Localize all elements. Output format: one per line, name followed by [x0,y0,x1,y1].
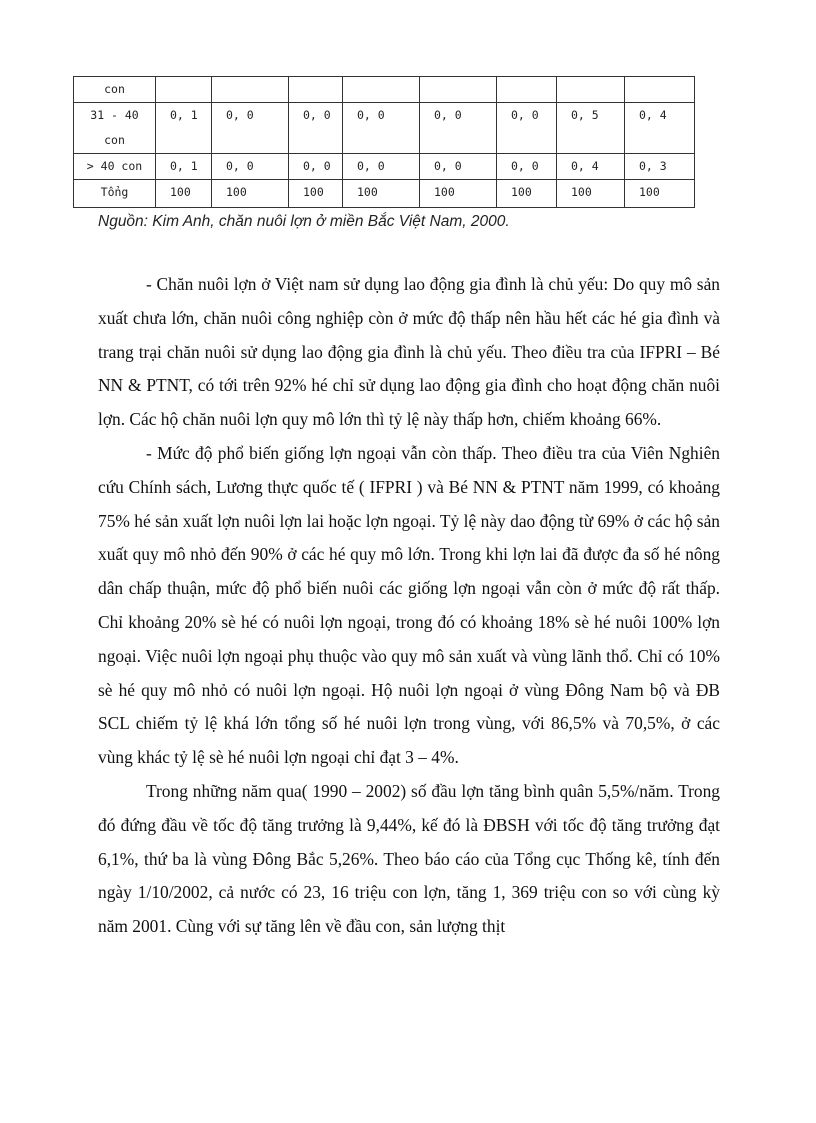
table-cell: 0, 0 [497,154,557,180]
paragraph: Trong những năm qua( 1990 – 2002) số đầu lợn tăng bình quân 5,5%/năm. Trong đó đứng đầu về tốc độ tăng trưởng là 9,44%, kế đó là ĐBSH với tốc độ tăng trưởng đạt 6,1%, thứ ba là vùng Đông Bắc 5,26%. Theo báo cáo của Tổng cục Thống kê, tính đến ngày 1/10/2002, cả nước có 23, 16 triệu con lợn, tăng 1, 369 triệu con so với cùng kỳ năm 2001. Cùng với sự tăng lên về đầu con, sản lượng thịt [98,780,720,937]
table-cell: 100 [497,180,557,208]
paragraph: - Mức độ phổ biến giống lợn ngoại vẫn còn thấp. Theo điều tra của Viên Nghiên cứu Chính sách, Lương thực quốc tế ( IFPRI ) và Bé NN & PTNT năm 1999, có khoảng 75% hé sản xuất lợn nuôi lợn lai hoặc lợn ngoại. Tỷ lệ này dao động từ 69% ở các hộ sản xuất quy mô nhỏ đến 90% ở các hé quy mô lớn. Trong khi lợn lai đã được đa số hé nông dân chấp thuận, mức độ phổ biến nuôi các giống lợn ngoại vẫn còn ở mức độ rất thấp. Chỉ khoảng 20% sè hé có nuôi lợn ngoại, trong đó có khoảng 18% sè hé nuôi 100% lợn ngoại. Việc nuôi lợn ngoại phụ thuộc vào quy mô sản xuất và vùng lãnh thổ. Chỉ có 10% sè hé quy mô nhỏ có nuôi lợn ngoại. Hộ nuôi lợn ngoại ở vùng Đông Nam bộ và ĐB SCL chiếm tỷ lệ khá lớn tổng số hé nuôi lợn trong vùng, với 86,5% và 70,5%, ở các vùng khác tỷ lệ sè hé nuôi lợn ngoại chỉ đạt 3 – 4%. [98,442,720,768]
table-cell: 0, 0 [420,103,497,154]
table-cell: 100 [625,180,695,208]
table-cell: 0, 5 [557,103,625,154]
row-label: con [74,77,156,103]
table-cell: 100 [289,180,343,208]
table-row [74,154,695,180]
table-cell: 100 [557,180,625,208]
table-cell [343,77,420,103]
table-cell: 0, 0 [343,154,420,180]
table-cell: 0, 1 [156,154,212,180]
table-cell [557,77,625,103]
table-cell [497,77,557,103]
table-cell: 0, 0 [497,103,557,154]
row-label: 31 - 40 con [74,103,156,154]
table-cell: 0, 3 [625,154,695,180]
table-cell: 0, 0 [289,154,343,180]
table-cell: 0, 0 [289,103,343,154]
table-cell: 100 [212,180,289,208]
table-cell: 0, 4 [625,103,695,154]
row-label: > 40 con [74,154,156,180]
table-source-note: Nguồn: Kim Anh, chăn nuôi lợn ở miền Bắc Việt Nam, 2000. [98,213,510,230]
herd-size-table [73,76,695,208]
table-row [74,103,695,154]
table-cell: 100 [343,180,420,208]
table-cell: 0, 0 [212,154,289,180]
table-cell: 100 [156,180,212,208]
table-cell [156,77,212,103]
body-text [98,268,720,944]
table-cell: 0, 0 [343,103,420,154]
table-cell: 100 [420,180,497,208]
table-cell [212,77,289,103]
table-cell [625,77,695,103]
table-cell [420,77,497,103]
table-cell: 0, 4 [557,154,625,180]
table-cell: 0, 1 [156,103,212,154]
table-row [74,180,695,208]
row-label: Tổng [74,180,156,208]
table-cell [289,77,343,103]
table-row [74,77,695,103]
table-cell: 0, 0 [420,154,497,180]
paragraph: - Chăn nuôi lợn ở Việt nam sử dụng lao động gia đình là chủ yếu: Do quy mô sản xuất chưa lớn, chăn nuôi công nghiệp còn ở mức độ thấp nên hầu hết các hé gia đình và trang trại chăn nuôi sử dụng lao động gia đình là chủ yếu. Theo điều tra của IFPRI – Bé NN & PTNT, có tới trên 92% hé chỉ sử dụng lao động gia đình cho hoạt động chăn nuôi lợn. Các hộ chăn nuôi lợn quy mô lớn thì tỷ lệ này thấp hơn, chiếm khoảng 66%. [98,274,720,430]
table-cell: 0, 0 [212,103,289,154]
